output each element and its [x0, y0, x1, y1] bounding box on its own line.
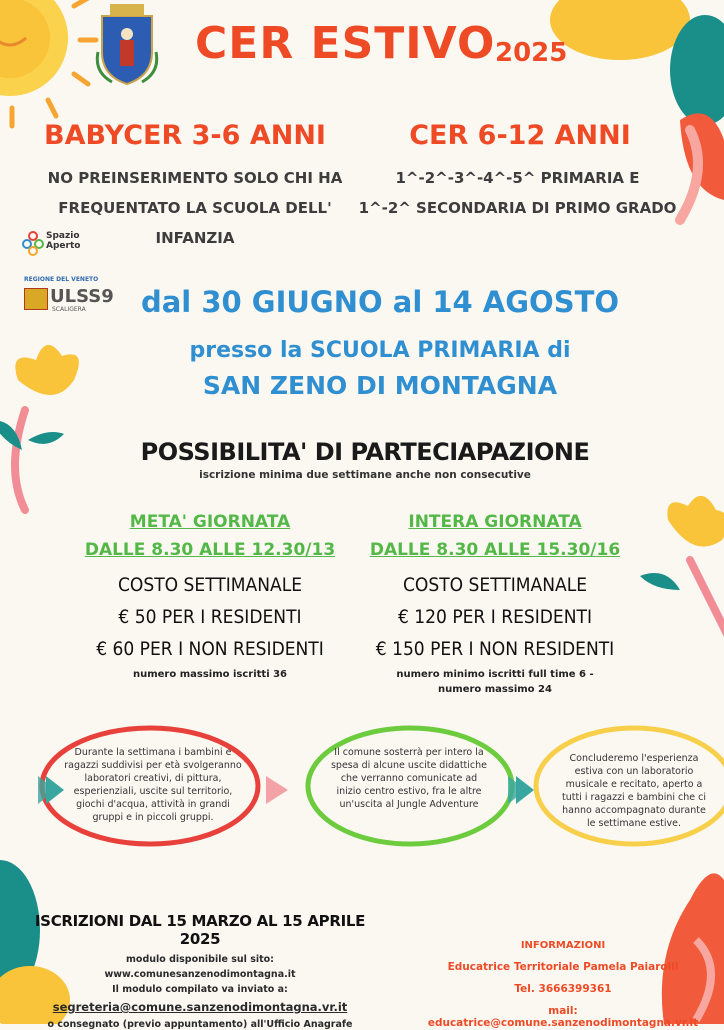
babycer-line: INFANZIA: [155, 229, 235, 247]
babycer-line: FREQUENTATO LA SCUOLA DELL': [58, 199, 332, 217]
half-day-column: [60, 512, 360, 680]
chevron-right-icon: [266, 776, 288, 804]
location-town: SAN ZENO DI MONTAGNA: [202, 371, 558, 400]
registration-line: o consegnato (previo appuntamento) all'Ufficio Anagrafe: [47, 1019, 353, 1030]
info-section: [418, 940, 708, 1029]
full-day-residents: € 120 PER I RESIDENTI: [397, 606, 592, 628]
cer-title: CER 6-12 ANNI: [409, 120, 631, 151]
flower-decoration-right: [640, 496, 724, 640]
year-label: 2025: [495, 38, 568, 68]
chevron-right-icon: [508, 776, 534, 804]
flower-logo-icon: [22, 230, 44, 256]
page-title: CER ESTIVO: [195, 18, 496, 69]
half-day-cost-label: COSTO SETTIMANALE: [117, 574, 303, 596]
full-day-note: numero minimo iscritti full time 6 -: [396, 669, 594, 680]
registration-title: ISCRIZIONI DAL 15 MARZO AL 15 APRILE 2025: [34, 912, 366, 948]
half-day-note: numero massimo iscritti 36: [132, 669, 288, 680]
regione-label: REGIONE DEL VENETO: [24, 276, 99, 283]
babycer-line: NO PREINSERIMENTO SOLO CHI HA: [47, 169, 343, 187]
spazio-aperto-logo: [22, 228, 92, 260]
half-day-non-residents: € 60 PER I NON RESIDENTI: [96, 638, 324, 660]
email-link[interactable]: segreteria@comune.sanzenodimontagna.vr.it: [52, 1000, 348, 1014]
location-line: presso la SCUOLA PRIMARIA di: [189, 338, 571, 363]
babycer-title: BABYCER 3-6 ANNI: [44, 120, 326, 151]
registration-section: [20, 912, 380, 1030]
bubble-text-activities: Durante la settimana i bambini e ragazzi suddivisi per età svolgeranno laboratori creativi, di pittura, esperienziali, uscite sul territorio, giochi d'acqua, attività in grandi gruppi e in piccoli gruppi.: [64, 747, 242, 823]
half-day-title: META' GIORNATA: [129, 512, 291, 532]
info-title: INFORMAZIONI: [520, 940, 606, 951]
logo-text: Aperto: [46, 241, 81, 251]
info-mail[interactable]: mail: educatrice@comune.sanzenodimontagna.vr.it: [427, 1005, 699, 1029]
info-name: Educatrice Territoriale Pamela Paiarolli: [447, 961, 679, 973]
full-day-non-residents: € 150 PER I NON RESIDENTI: [375, 638, 615, 660]
participation-subtitle: iscrizione minima due settimane anche non consecutive: [199, 469, 531, 481]
full-day-hours: DALLE 8.30 ALLE 15.30/16: [369, 540, 621, 560]
half-day-residents: € 50 PER I RESIDENTI: [118, 606, 302, 628]
cer-description: [355, 163, 680, 223]
lion-icon: [24, 288, 48, 310]
participation-title: POSSIBILITA' DI PARTECIAPAZIONE: [140, 438, 590, 466]
flower-decoration-left: [0, 345, 79, 510]
registration-line: Il modulo compilato va inviato a:: [112, 984, 288, 995]
ulss-label: ULSS9: [50, 286, 114, 307]
info-tel: Tel. 3666399361: [514, 983, 612, 995]
sun-icon: [0, 0, 96, 126]
full-day-title: INTERA GIORNATA: [408, 512, 582, 532]
registration-line: modulo disponibile sul sito:: [126, 954, 274, 965]
bubble-text-outings: Il comune sosterrà per intero la spesa di alcune uscite didattiche che verranno comunicate ad inizio centro estivo, fra le altre un'uscita al Jungle Adventure: [330, 747, 488, 810]
logo-text: Spazio: [46, 231, 80, 241]
scaligera-label: SCALIGERA: [52, 306, 86, 313]
dates-line: dal 30 GIUGNO al 14 AGOSTO: [140, 285, 620, 319]
website-link[interactable]: www.comunesanzenodimontagna.it: [104, 969, 296, 980]
coat-of-arms-logo: [94, 2, 160, 86]
full-day-note: numero massimo 24: [438, 684, 552, 695]
half-day-hours: DALLE 8.30 ALLE 12.30/13: [84, 540, 336, 560]
bubble-text-final: Concluderemo l'esperienza estiva con un laboratorio musicale e recitato, aperto a tutti i ragazzi e bambini che ci hanno accompagnato durante le settimane estive.: [561, 753, 707, 829]
cer-line: 1^-2^-3^-4^-5^ PRIMARIA E: [395, 169, 640, 187]
cer-line: 1^-2^ SECONDARIA DI PRIMO GRADO: [358, 199, 677, 217]
full-day-cost-label: COSTO SETTIMANALE: [402, 574, 588, 596]
chevron-right-icon: [38, 776, 64, 804]
full-day-column: [345, 512, 645, 695]
